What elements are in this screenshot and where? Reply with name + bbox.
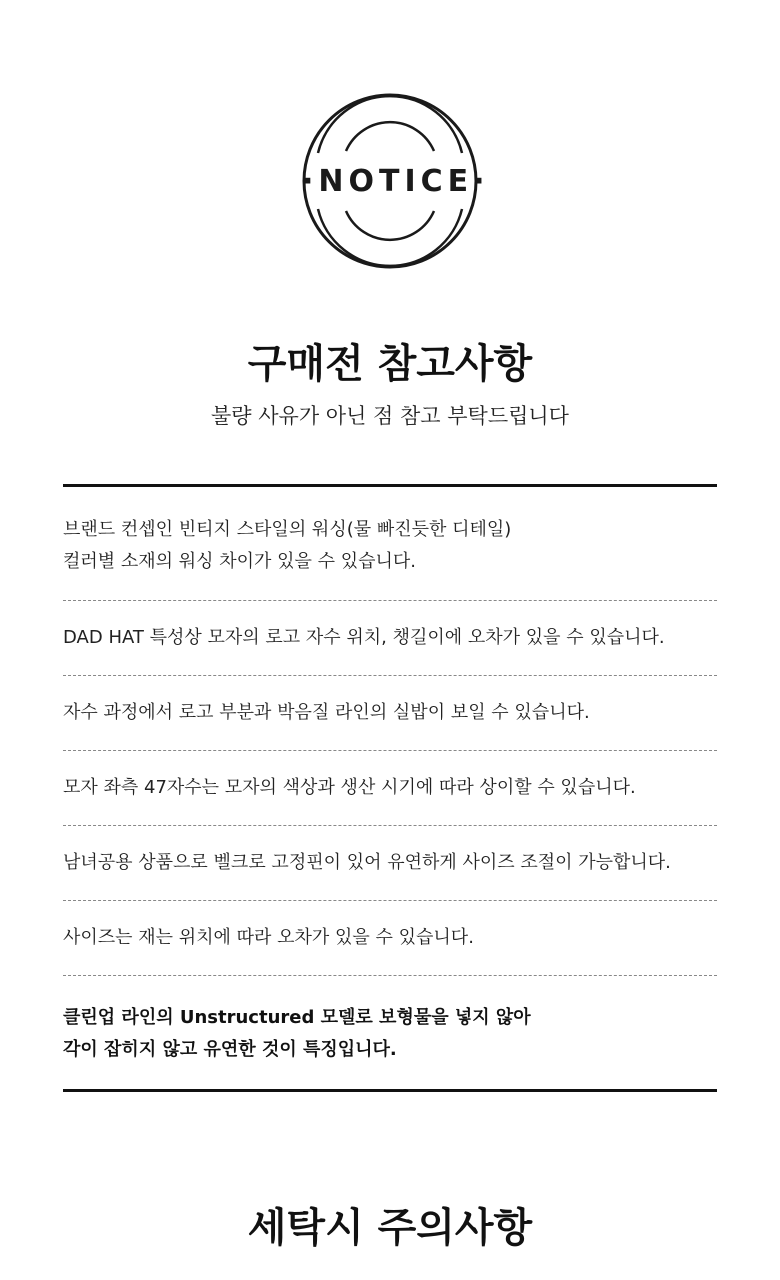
list-item bbox=[63, 488, 717, 601]
note-line: 모자 좌측 47자수는 모자의 색상과 생산 시기에 따라 상이할 수 있습니다. bbox=[63, 777, 636, 798]
page-title: 구매전 참고사항 bbox=[247, 341, 533, 387]
note-line: 각이 잡히지 않고 유연한 것이 특징입니다. bbox=[63, 1038, 397, 1060]
list-item bbox=[63, 601, 717, 676]
list-item bbox=[63, 826, 717, 901]
list-item bbox=[63, 676, 717, 751]
notes-list bbox=[63, 488, 717, 1089]
note-line: DAD HAT 특성상 모자의 로고 자수 위치, 챙길이에 오차가 있을 수 있습니다. bbox=[63, 627, 665, 648]
notice-badge bbox=[302, 88, 490, 274]
washing-section-title: 세탁시 주의사항 bbox=[247, 1205, 533, 1251]
note-line: 남녀공용 상품으로 벨크로 고정핀이 있어 유연하게 사이즈 조절이 가능합니다. bbox=[63, 852, 671, 873]
list-item bbox=[63, 901, 717, 976]
note-line: 클린업 라인의 Unstructured 모델로 보형물을 넣지 않아 bbox=[63, 1006, 531, 1028]
list-item bbox=[63, 976, 717, 1089]
note-line: 사이즈는 재는 위치에 따라 오차가 있을 수 있습니다. bbox=[63, 927, 474, 948]
notice-label: ·NOTICE· bbox=[302, 164, 490, 199]
top-divider bbox=[63, 484, 717, 487]
list-item bbox=[63, 751, 717, 826]
page-subtitle: 불량 사유가 아닌 점 참고 부탁드립니다 bbox=[211, 404, 569, 428]
note-line: 브랜드 컨셉인 빈티지 스타일의 워싱(물 빠진듯한 디테일) bbox=[63, 519, 512, 540]
note-line: 컬러별 소재의 워싱 차이가 있을 수 있습니다. bbox=[63, 551, 417, 572]
note-line: 자수 과정에서 로고 부분과 박음질 라인의 실밥이 보일 수 있습니다. bbox=[63, 702, 590, 723]
bottom-divider bbox=[63, 1089, 717, 1092]
